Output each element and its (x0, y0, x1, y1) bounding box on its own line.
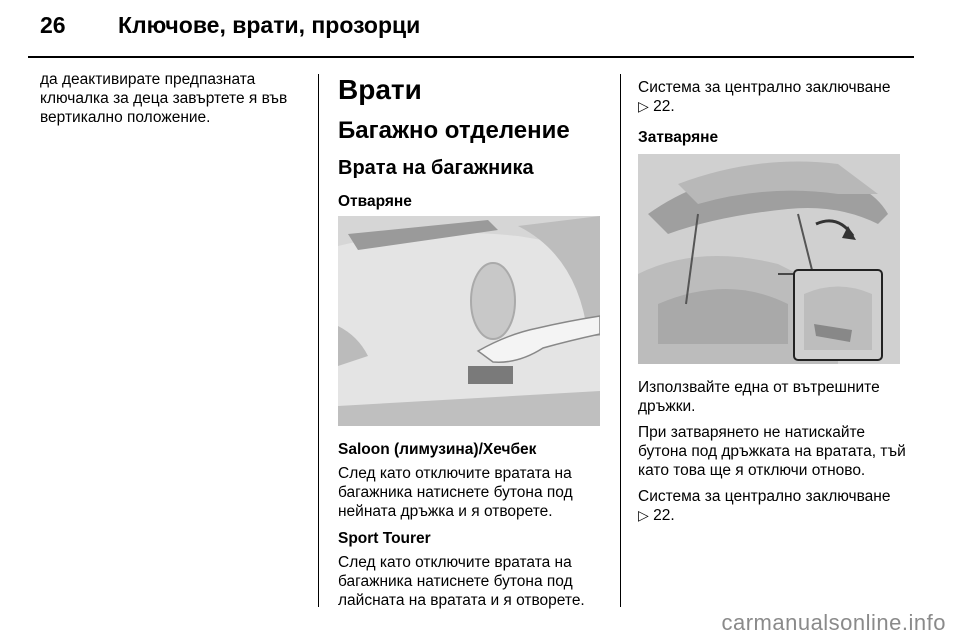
closing-text-1: Използвайте една от вътрешните дръжки. (638, 379, 880, 415)
page-number: 26 (40, 12, 66, 38)
column-1 (40, 70, 310, 127)
subheading-opening: Отваряне (338, 193, 412, 210)
column-3 (638, 78, 908, 147)
triangle-right-icon: ▷ (638, 98, 649, 114)
watermark: carmanualsonline.info (721, 610, 946, 635)
saloon-text: След като отключите вратата на багажника натиснете бутона под нейната дръжка и я отворете. (338, 465, 573, 520)
central-locking-ref-1-page[interactable]: 22. (653, 98, 675, 115)
tailgate-opening-figure (338, 216, 600, 426)
central-locking-ref-1 (638, 78, 908, 116)
subheading-closing: Затваряне (638, 129, 719, 146)
column-3-lower (638, 378, 910, 525)
tourer-text: След като отключите вратата на багажника натиснете бутона под лайсната на вратата и я отворете. (338, 554, 585, 609)
column-1-text: да деактивирате предпазната ключалка за деца завъртете я във вертикално положение. (40, 71, 288, 126)
tailgate-closing-figure (638, 154, 900, 364)
column-2 (338, 74, 606, 211)
section-heading-doors: Врати (338, 74, 422, 105)
central-locking-ref-2 (638, 487, 910, 525)
tourer-heading: Sport Tourer (338, 530, 431, 547)
column-divider-1 (318, 74, 319, 607)
column-divider-2 (620, 74, 621, 607)
central-locking-ref-1-text: Система за централно заключване (638, 79, 891, 96)
triangle-right-icon: ▷ (638, 507, 649, 523)
section-heading-luggage: Багажно отделение (338, 117, 570, 144)
page-header-title: Ключове, врати, прозорци (118, 12, 421, 38)
section-heading-tailgate: Врата на багажника (338, 157, 534, 179)
column-2-lower (338, 440, 606, 610)
closing-text-2: При затварянето не натискайте бутона под дръжката на вратата, тъй като това ще я отключи отново. (638, 424, 906, 479)
central-locking-ref-2-page[interactable]: 22. (653, 507, 675, 524)
header-rule (28, 56, 914, 58)
saloon-heading: Saloon (лимузина)/Хечбек (338, 441, 537, 458)
central-locking-ref-2-text: Система за централно заключване (638, 488, 891, 505)
